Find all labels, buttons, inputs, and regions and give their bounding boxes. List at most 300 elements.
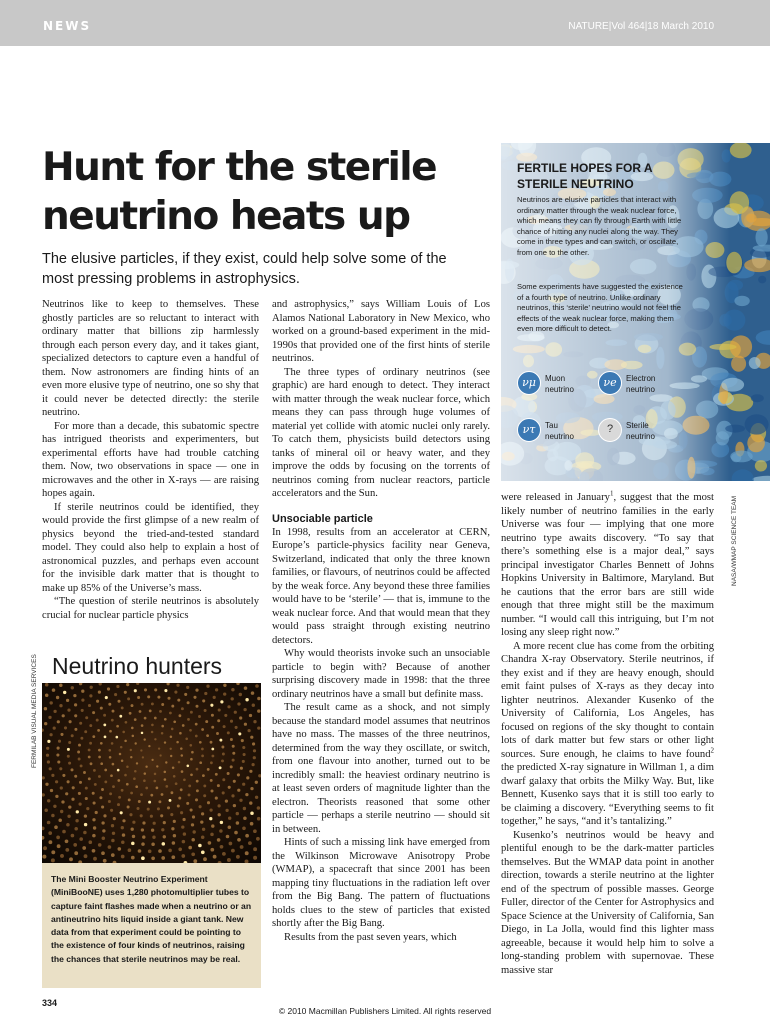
photomultiplier-tube	[213, 696, 216, 699]
photomultiplier-tube	[111, 824, 114, 827]
neutrino-name: Electron	[626, 374, 656, 383]
photomultiplier-tube	[103, 714, 106, 717]
photomultiplier-tube	[164, 778, 167, 781]
photomultiplier-tube	[89, 840, 93, 844]
photomultiplier-tube	[56, 753, 59, 756]
photomultiplier-tube	[140, 793, 143, 796]
photomultiplier-tube	[46, 747, 49, 750]
photomultiplier-tube	[122, 731, 125, 734]
paragraph: The three types of ordinary neutrinos (see graphic) are hard enough to detect. They interact with matter through the weak nuclear force, which means they can pass through huge volumes of material yet collide with atomic nuclei only rarely. To catch them, physicists build detectors using tanks of mineral oil or heavy water, and they improve the odds by focusing on the torrents of neutrinos coming from nuclear reactors, particle accelerators and the Sun.	[272, 366, 490, 499]
photomultiplier-tube	[144, 738, 146, 740]
photomultiplier-tube	[62, 830, 66, 834]
photomultiplier-tube	[51, 850, 55, 854]
photomultiplier-tube	[68, 805, 71, 808]
photomultiplier-tube	[78, 744, 81, 747]
photomultiplier-tube	[237, 838, 241, 842]
photomultiplier-tube	[227, 731, 230, 734]
photomultiplier-tube	[117, 779, 120, 782]
photomultiplier-tube	[79, 837, 83, 841]
photomultiplier-tube	[92, 849, 96, 853]
photomultiplier-tube	[175, 782, 178, 785]
photomultiplier-tube	[164, 689, 167, 692]
question-mark-icon: ?	[598, 418, 622, 442]
photomultiplier-tube	[149, 710, 152, 713]
photomultiplier-tube	[234, 831, 238, 835]
photomultiplier-tube	[79, 781, 82, 784]
photomultiplier-tube	[98, 749, 101, 752]
paragraph	[501, 491, 714, 640]
photomultiplier-tube	[169, 799, 172, 802]
photomultiplier-tube	[176, 741, 179, 744]
photomultiplier-tube	[163, 835, 166, 838]
photomultiplier-tube	[168, 697, 171, 700]
photomultiplier-tube	[67, 780, 70, 783]
photomultiplier-tube	[210, 809, 213, 812]
photomultiplier-tube	[257, 817, 261, 821]
photomultiplier-tube	[257, 697, 261, 701]
photomultiplier-tube	[161, 856, 165, 860]
photomultiplier-tube	[94, 783, 97, 786]
miniboone-detector-photo	[42, 683, 261, 863]
photomultiplier-tube	[151, 842, 155, 846]
photomultiplier-tube	[181, 854, 185, 858]
photomultiplier-tube	[76, 810, 79, 813]
photomultiplier-tube	[101, 805, 104, 808]
photomultiplier-tube	[101, 821, 104, 824]
photomultiplier-tube	[103, 814, 106, 817]
photomultiplier-tube	[49, 840, 53, 844]
photomultiplier-tube	[57, 760, 60, 763]
photomultiplier-tube	[252, 763, 255, 766]
photomultiplier-tube	[120, 811, 123, 814]
photomultiplier-tube	[170, 748, 172, 750]
photomultiplier-tube	[225, 800, 228, 803]
photomultiplier-tube	[164, 741, 166, 743]
photomultiplier-tube	[44, 809, 48, 813]
photomultiplier-tube	[242, 746, 245, 749]
photomultiplier-tube	[241, 739, 244, 742]
photomultiplier-tube	[184, 693, 187, 696]
photomultiplier-tube	[202, 699, 205, 702]
photomultiplier-tube	[49, 767, 52, 770]
photomultiplier-tube	[253, 720, 256, 723]
photomultiplier-tube	[47, 740, 50, 743]
sidebar-heading	[517, 160, 717, 192]
photomultiplier-tube	[110, 774, 113, 777]
tau-neutrino-icon: ντ	[517, 418, 541, 442]
photomultiplier-tube	[154, 773, 157, 776]
figure-caption: The Mini Booster Neutrino Experiment (MiniBooNE) uses 1,280 photomultiplier tubes to capture faint flashes made when a neutrino or an antineutrino hits liquid inside a giant tank. New data from that experiment could be pointing to the existence of four kinds of neutrinos, raising the chances that sterile neutrinos may be real.	[42, 863, 261, 988]
photomultiplier-tube	[53, 805, 56, 808]
photomultiplier-tube	[190, 808, 193, 811]
photomultiplier-tube	[47, 760, 50, 763]
neutrino-name: Muon	[545, 374, 566, 383]
photomultiplier-tube	[150, 794, 153, 797]
photomultiplier-tube	[179, 732, 182, 735]
photomultiplier-tube	[190, 744, 193, 747]
photomultiplier-tube	[232, 759, 235, 762]
photomultiplier-tube	[230, 720, 233, 723]
neutrino-kind: neutrino	[626, 431, 655, 441]
photomultiplier-tube	[170, 755, 172, 757]
text-run: A more recent clue has come from the orbiting Chandra X-ray Observatory. Sterile neutrinos, if they exist and if they are heavy enough, should emit faint pulses of X-rays as they decay into lighter neutrinos. Alexander Kusenko of the University of California, Los Angeles, has focused on regions of the sky thought to contain lots of dark matter but few stars or other light sources. Sure enough, he claims to have found	[501, 640, 714, 760]
photomultiplier-tube	[154, 738, 156, 740]
photomultiplier-tube	[73, 694, 76, 697]
photomultiplier-tube	[89, 724, 92, 727]
photomultiplier-tube	[104, 769, 107, 772]
photomultiplier-tube	[183, 818, 186, 821]
photomultiplier-tube	[227, 772, 230, 775]
photomultiplier-tube	[107, 687, 110, 690]
photomultiplier-tube	[84, 823, 87, 826]
photomultiplier-tube	[56, 836, 60, 840]
photomultiplier-tube	[160, 814, 163, 817]
photomultiplier-tube	[196, 768, 199, 771]
photomultiplier-tube	[54, 825, 58, 829]
photomultiplier-tube	[116, 725, 119, 728]
text-run: the predicted X-ray signature in Willman 1, a dim dwarf galaxy that orbits the Milky Way. But, like Bennett, Kusenko says that it is still too early to be claiming a discovery. “Everything seems to fit together,” he says, “and it’s tantalizing.”	[501, 762, 714, 827]
reference-marker: 1	[609, 489, 614, 498]
photomultiplier-tube	[127, 806, 130, 809]
photomultiplier-tube	[231, 849, 235, 853]
photomultiplier-tube	[188, 793, 191, 796]
photomultiplier-tube	[157, 696, 160, 699]
photomultiplier-tube	[199, 761, 202, 764]
photomultiplier-tube	[244, 723, 247, 726]
photomultiplier-tube	[121, 826, 124, 829]
photomultiplier-tube	[44, 707, 47, 710]
photomultiplier-tube	[158, 800, 161, 803]
photomultiplier-tube	[196, 705, 199, 708]
photomultiplier-tube	[208, 841, 212, 845]
photomultiplier-tube	[117, 803, 120, 806]
photomultiplier-tube	[116, 685, 119, 688]
photomultiplier-tube	[151, 759, 153, 761]
photomultiplier-tube	[235, 726, 238, 729]
photomultiplier-tube	[249, 714, 252, 717]
photomultiplier-tube	[130, 792, 133, 795]
photomultiplier-tube	[202, 828, 205, 831]
photomultiplier-tube	[139, 710, 142, 713]
photomultiplier-tube	[252, 742, 255, 745]
photomultiplier-tube	[127, 697, 130, 700]
photomultiplier-tube	[61, 800, 64, 803]
photomultiplier-tube	[158, 849, 162, 853]
photomultiplier-tube	[92, 834, 96, 838]
photomultiplier-tube	[236, 812, 239, 815]
photomultiplier-tube	[195, 798, 198, 801]
photomultiplier-tube	[128, 848, 132, 852]
photomultiplier-tube	[99, 796, 102, 799]
photomultiplier-tube	[57, 720, 60, 723]
photomultiplier-tube	[228, 786, 231, 789]
photomultiplier-tube	[215, 797, 218, 800]
photomultiplier-tube	[253, 856, 257, 860]
photomultiplier-tube	[191, 838, 195, 842]
photomultiplier-tube	[243, 708, 246, 711]
photomultiplier-tube	[65, 839, 69, 843]
photomultiplier-tube	[122, 833, 125, 836]
photomultiplier-tube	[211, 748, 214, 751]
headline-line-2: neutrino heats up	[42, 194, 410, 239]
photomultiplier-tube	[74, 703, 77, 706]
photomultiplier-tube	[182, 840, 186, 844]
photomultiplier-tube	[180, 811, 183, 814]
paragraph: “The question of sterile neutrinos is absolutely crucial for nuclear particle physics	[42, 596, 259, 621]
photomultiplier-tube	[93, 857, 97, 861]
photomultiplier-tube	[45, 694, 49, 698]
photomultiplier-tube	[135, 785, 138, 788]
photomultiplier-tube	[188, 846, 192, 850]
photomultiplier-tube	[159, 754, 161, 756]
photomultiplier-tube	[138, 849, 142, 853]
neutrino-kind: neutrino	[545, 384, 574, 394]
photomultiplier-tube	[220, 821, 223, 824]
photomultiplier-tube	[100, 742, 103, 745]
photomultiplier-tube	[203, 784, 206, 787]
photomultiplier-tube	[144, 772, 147, 775]
photomultiplier-tube	[250, 812, 254, 816]
photomultiplier-tube	[141, 703, 144, 706]
photomultiplier-tube	[88, 749, 91, 752]
photomultiplier-tube	[171, 791, 174, 794]
neutrino-hunters-figure	[42, 651, 261, 988]
photomultiplier-tube	[121, 840, 125, 844]
photomultiplier-tube	[231, 794, 234, 797]
photomultiplier-tube	[231, 688, 234, 691]
photomultiplier-tube	[126, 783, 129, 786]
photomultiplier-tube	[50, 733, 53, 736]
photomultiplier-tube	[68, 762, 71, 765]
photomultiplier-tube	[165, 785, 168, 788]
photomultiplier-tube	[220, 700, 223, 703]
photomultiplier-tube	[131, 704, 134, 707]
photomultiplier-tube	[202, 774, 205, 777]
photomultiplier-tube	[232, 752, 235, 755]
photomultiplier-tube	[198, 715, 201, 718]
section-label: NEWS	[43, 19, 92, 33]
image-credit: NASA/WMAP SCIENCE TEAM	[731, 495, 738, 586]
photomultiplier-tube	[191, 852, 195, 856]
photomultiplier-tube	[45, 783, 48, 786]
photomultiplier-tube	[222, 778, 225, 781]
photomultiplier-tube	[161, 793, 164, 796]
photomultiplier-tube	[256, 837, 260, 841]
photomultiplier-tube	[98, 843, 102, 847]
photomultiplier-tube	[74, 775, 77, 778]
photomultiplier-tube	[57, 747, 60, 750]
photomultiplier-tube	[114, 693, 117, 696]
photomultiplier-tube	[131, 856, 135, 860]
sidebar-box	[501, 143, 770, 481]
photomultiplier-tube	[200, 820, 203, 823]
photomultiplier-tube	[69, 857, 73, 861]
photomultiplier-tube	[60, 810, 63, 813]
photomultiplier-tube	[237, 789, 240, 792]
photomultiplier-tube	[53, 710, 56, 713]
photomultiplier-tube	[172, 841, 176, 845]
issue-info: NATURE|Vol 464|18 March 2010	[568, 21, 714, 32]
photomultiplier-tube	[186, 686, 189, 689]
neutrino-label	[545, 374, 574, 395]
headline-line-1: Hunt for the sterile	[42, 145, 437, 190]
photomultiplier-tube	[180, 788, 183, 791]
photomultiplier-tube	[64, 726, 67, 729]
photomultiplier-tube	[134, 718, 137, 721]
photomultiplier-tube	[203, 857, 207, 861]
photomultiplier-tube	[100, 707, 103, 710]
photomultiplier-tube	[223, 725, 226, 728]
photomultiplier-tube	[74, 728, 77, 731]
photomultiplier-tube	[129, 712, 132, 715]
photomultiplier-tube	[118, 796, 121, 799]
photomultiplier-tube	[210, 704, 213, 707]
photomultiplier-tube	[164, 718, 167, 721]
photomultiplier-tube	[255, 684, 259, 688]
photomultiplier-tube	[245, 793, 248, 796]
photomultiplier-tube	[225, 809, 228, 812]
photomultiplier-tube	[148, 745, 150, 747]
photomultiplier-tube	[62, 774, 65, 777]
paragraph: Neutrinos like to keep to themselves. These ghostly particles are so reluctant to interact with ordinary matter that billions zip harmlessly through each person every day, and it takes giant, specialized detectors to capture even a handful of them. Now astronomers are finding hints of an even more elusive type of neutrino, one so shy that it could never be detected directly: the sterile neutrino.	[42, 299, 259, 418]
photomultiplier-tube	[211, 726, 214, 729]
photomultiplier-tube	[130, 756, 132, 758]
neutrino-kind: neutrino	[545, 431, 574, 441]
photomultiplier-tube	[85, 716, 88, 719]
photomultiplier-tube	[246, 776, 249, 779]
photomultiplier-tube	[229, 842, 233, 846]
photomultiplier-tube	[96, 700, 99, 703]
photomultiplier-tube	[112, 832, 115, 835]
photomultiplier-tube	[141, 842, 145, 846]
photomultiplier-tube	[111, 853, 115, 857]
photomultiplier-tube	[67, 748, 70, 751]
photomultiplier-tube	[224, 714, 227, 717]
photomultiplier-tube	[56, 696, 59, 699]
photomultiplier-tube	[173, 834, 176, 837]
photomultiplier-tube	[252, 704, 255, 707]
photomultiplier-tube	[72, 786, 75, 789]
photomultiplier-tube	[82, 846, 86, 850]
neutrino-name: Sterile	[626, 421, 649, 430]
photomultiplier-tube	[154, 780, 157, 783]
sidebar-heading-line-2: STERILE NEUTRINO	[517, 177, 634, 191]
photomultiplier-tube	[48, 831, 52, 835]
photomultiplier-tube	[44, 722, 47, 725]
paragraph: and astrophysics,” says William Louis of Los Alamos National Laboratory in New Mexico, who worked on a ground-based experiment in the mid-1990s that provided one of the first hints of sterile neutrinos.	[272, 299, 490, 364]
photomultiplier-tube	[170, 813, 173, 816]
photomultiplier-tube	[193, 696, 196, 699]
standfirst: The elusive particles, if they exist, could help solve some of the most pressing problems in astrophysics.	[42, 251, 447, 287]
photomultiplier-tube	[125, 721, 128, 724]
photomultiplier-tube	[201, 850, 205, 854]
photomultiplier-tube	[142, 821, 145, 824]
photomultiplier-tube	[122, 819, 125, 822]
sidebar-heading-line-1: FERTILE HOPES FOR A	[517, 161, 653, 175]
photomultiplier-tube	[79, 803, 82, 806]
photomultiplier-tube	[62, 714, 65, 717]
photomultiplier-tube	[104, 781, 107, 784]
photomultiplier-tube	[78, 792, 81, 795]
photomultiplier-tube	[173, 720, 176, 723]
photomultiplier-tube	[218, 804, 221, 807]
photomultiplier-tube	[171, 827, 174, 830]
photomultiplier-tube	[151, 856, 155, 860]
photomultiplier-tube	[257, 726, 260, 729]
photomultiplier-tube	[75, 819, 78, 822]
photomultiplier-tube	[161, 828, 164, 831]
photomultiplier-tube	[250, 736, 253, 739]
photomultiplier-tube	[108, 703, 111, 706]
photomultiplier-tube	[60, 733, 63, 736]
photomultiplier-tube	[129, 813, 132, 816]
photomultiplier-tube	[89, 694, 92, 697]
photomultiplier-tube	[195, 689, 198, 692]
text-run: were released in January	[501, 492, 610, 503]
neutrino-kind: neutrino	[626, 384, 655, 394]
photomultiplier-tube	[187, 765, 190, 768]
photomultiplier-tube	[210, 761, 213, 764]
photomultiplier-tube	[93, 801, 96, 804]
photomultiplier-tube	[151, 702, 154, 705]
photomultiplier-tube	[84, 730, 87, 733]
photomultiplier-tube	[191, 823, 194, 826]
photomultiplier-tube	[183, 832, 186, 835]
photomultiplier-tube	[119, 753, 122, 756]
photomultiplier-tube	[132, 735, 135, 738]
photomultiplier-tube	[116, 736, 119, 739]
photomultiplier-tube	[144, 717, 147, 720]
photomultiplier-tube	[243, 753, 246, 756]
photomultiplier-tube	[69, 720, 72, 723]
photomultiplier-tube	[217, 719, 220, 722]
photomultiplier-tube	[113, 817, 116, 820]
photomultiplier-tube	[201, 748, 204, 751]
photomultiplier-tube	[131, 727, 134, 730]
photomultiplier-tube	[188, 785, 191, 788]
photomultiplier-tube	[152, 836, 155, 839]
photomultiplier-tube	[131, 842, 135, 846]
photomultiplier-tube	[219, 766, 222, 769]
photomultiplier-tube	[210, 779, 213, 782]
photomultiplier-tube	[236, 821, 240, 825]
photomultiplier-tube	[147, 808, 150, 811]
photomultiplier-tube	[171, 705, 174, 708]
photomultiplier-tube	[253, 749, 256, 752]
photomultiplier-tube	[71, 798, 74, 801]
photomultiplier-tube	[198, 844, 202, 848]
article-column-2	[272, 298, 490, 944]
photomultiplier-tube	[153, 822, 156, 825]
photomultiplier-tube	[222, 791, 225, 794]
photomultiplier-tube	[93, 769, 96, 772]
photomultiplier-tube	[121, 789, 124, 792]
paragraph: If sterile neutrinos could be identified, they would provide the first glimpse of a new realm of physics beyond the tried-and-tested standard model. They could also help to explain a host of astronomical puzzles, and perhaps even account for the invisible dark matter that is thought to make up 85% of the Universe’s mass.	[42, 501, 259, 594]
photomultiplier-tube	[187, 718, 190, 721]
photomultiplier-tube	[204, 709, 207, 712]
photomultiplier-tube	[199, 741, 202, 744]
photomultiplier-tube	[239, 716, 242, 719]
photomultiplier-tube	[257, 709, 260, 712]
photomultiplier-tube	[112, 763, 115, 766]
photomultiplier-tube	[154, 717, 157, 720]
photomultiplier-tube	[95, 811, 98, 814]
neutrino-name: Tau	[545, 421, 558, 430]
photomultiplier-tube	[120, 746, 123, 749]
photomultiplier-tube	[59, 767, 62, 770]
photomultiplier-tube	[181, 707, 184, 710]
photomultiplier-tube	[67, 815, 70, 818]
